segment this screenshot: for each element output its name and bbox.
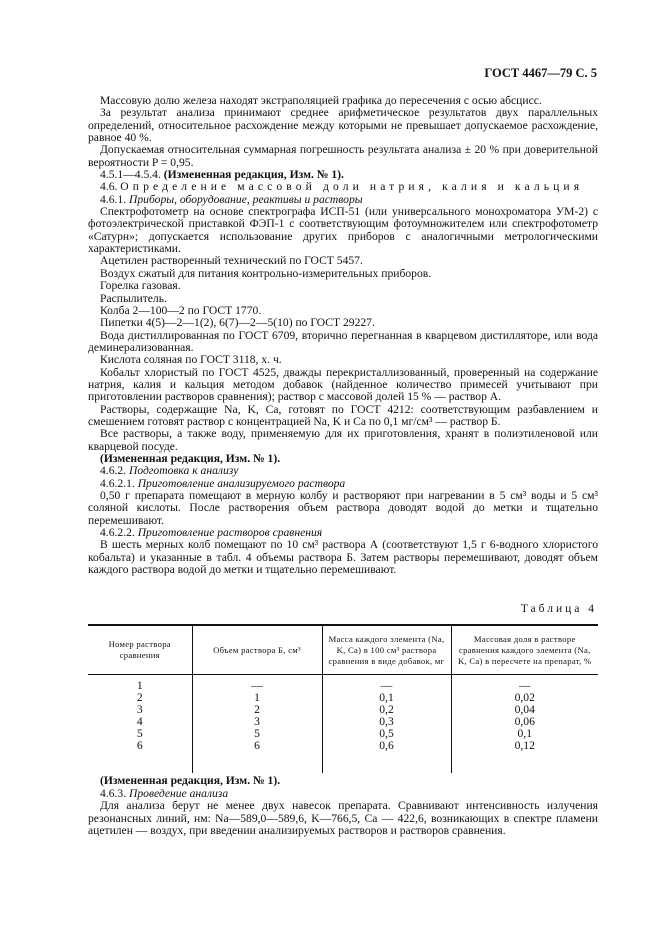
clause-number: 4.6.3. xyxy=(100,786,127,800)
paragraph: Все растворы, а также воду, применяемую для их приготовления, хранят в полиэтиленовой или кварцевой посуде. xyxy=(88,427,598,453)
table-cell: 2 xyxy=(192,704,322,716)
table-cell: 4 xyxy=(136,715,143,729)
table-cell: — xyxy=(451,675,598,693)
clause-number: 4.5.1—4.5.4. xyxy=(100,168,161,182)
subsection-title: Приготовление анализируемого раствора xyxy=(137,476,346,490)
paragraph: Для анализа берут не менее двух навесок препарата. Сравнивают интенсивность излучения резонансных линий, нм: Na—589,0—589,6, K—766,5, Ca — 422,6, возникающих в спектре пламени ацетилен — воздух, при введении анализируемых растворов и растворов сравнения. xyxy=(88,799,598,838)
section-title: Определение массовой доли натрия, калия и кальция xyxy=(120,180,584,194)
amendment-note: (Измененная редакция, Изм. № 1). xyxy=(100,774,281,787)
table-cell: 0,6 xyxy=(322,740,451,752)
paragraph: Кобальт хлористый по ГОСТ 4525, дважды перекристаллизованный, проверенный на содержание натрия, калия и кальция методом добавок (найденное количество примесей учитывают при приготовлении растворов сравнения); раствор с массовой долей 15 % — раствор А. xyxy=(88,365,598,404)
table-cell: 5 xyxy=(136,727,143,741)
column-header: Масса каждого элемента (Na, K, Ca) в 100 см³ раствора сравнения в виде добавок, мг xyxy=(322,625,451,675)
subsection-title: Проведение анализа xyxy=(129,786,229,800)
paragraph: Пипетки 4(5)—2—1(2), 6(7)—2—5(10) по ГОСТ 29227. xyxy=(100,316,375,330)
table-cell: 2 xyxy=(136,691,143,705)
table-cell: 0,04 xyxy=(451,704,598,716)
table-row xyxy=(88,675,598,693)
clause-number: 4.6. xyxy=(100,180,118,194)
document-body xyxy=(88,95,598,576)
clause-number: 4.6.1. xyxy=(100,192,127,206)
subsection-title: Приборы, оборудование, реактивы и растворы xyxy=(129,192,363,206)
column-header: Объем раствора Б, см³ xyxy=(192,625,322,675)
table-cell: 0,2 xyxy=(322,704,451,716)
amendment-note: (Измененная редакция, Изм. № 1). xyxy=(100,451,281,465)
clause-number: 4.6.2.2. xyxy=(100,526,135,540)
table-cell: 1 xyxy=(192,692,322,704)
table-header-row xyxy=(88,625,598,675)
column-header: Массовая доля в растворе сравнения каждого элемента (Na, K, Ca) в пересчете на препарат, % xyxy=(451,625,598,675)
paragraph: Растворы, содержащие Na, K, Ca, готовят по ГОСТ 4212: соответствующим разбавлением и смешением готовят раствор с концентрацией Na, K и Ca по 0,1 мг/см³ — раствор Б. xyxy=(88,402,598,428)
paragraph: Спектрофотометр на основе спектрографа ИСП-51 (или универсального монохроматора УМ-2) с фотоэлектрической приставкой ФЭП-1 с соответствующим фотоумножителем или спектрофотометр «Сатурн»; допускается использование других приборов с аналогичными метрологическими характеристиками. xyxy=(88,205,598,256)
paragraph: За результат анализа принимают среднее арифметическое результатов двух параллельных определений, относительное расхождение между которыми не превышает допускаемое расхождение, равное 40 %. xyxy=(88,106,598,145)
table-cell: 0,3 xyxy=(322,716,451,728)
clause-number: 4.6.2. xyxy=(100,464,127,478)
paragraph: Вода дистиллированная по ГОСТ 6709, вторично перегнанная в кварцевом дистилляторе, или вода деминерализованная. xyxy=(88,328,598,354)
subsection-title: Подготовка к анализу xyxy=(129,464,239,478)
table-cell: — xyxy=(322,675,451,693)
table-cell: 3 xyxy=(136,703,143,717)
amendment-note: (Измененная редакция, Изм. № 1). xyxy=(163,168,344,182)
paragraph: Воздух сжатый для питания контрольно-измерительных приборов. xyxy=(100,266,432,280)
table-cell xyxy=(451,753,598,773)
table-cell: 5 xyxy=(192,728,322,740)
paragraph: Распылитель. xyxy=(100,291,167,305)
table-cell: 0,5 xyxy=(322,728,451,740)
table-cell: — xyxy=(192,675,322,693)
table-cell: 0,02 xyxy=(451,692,598,704)
paragraph: 0,50 г препарата помещают в мерную колбу и растворяют при нагревании в 5 см³ воды и 5 см³ соляной кислоты. После растворения объем раствора доводят водой до метки и тщательно перемешивают. xyxy=(88,489,598,527)
table-cell: 0,1 xyxy=(451,728,598,740)
clause-number: 4.6.2.1. xyxy=(100,476,135,490)
table-caption: Таблица 4 xyxy=(520,603,597,615)
paragraph: Массовую долю железа находят экстраполяцией графика до пересечения с осью абсцисс. xyxy=(100,94,542,107)
table-cell xyxy=(88,753,192,773)
table-cell: 0,1 xyxy=(322,692,451,704)
table-row xyxy=(88,740,598,752)
page-header: ГОСТ 4467—79 С. 5 xyxy=(484,66,597,80)
table-cell: 0,06 xyxy=(451,716,598,728)
paragraph: Допускаемая относительная суммарная погрешность результата анализа ± 20 % при доверительной вероятности P = 0,95. xyxy=(88,143,598,169)
paragraph: Колба 2—100—2 по ГОСТ 1770. xyxy=(100,303,262,317)
paragraph: Ацетилен растворенный технический по ГОСТ 5457. xyxy=(100,254,363,268)
table-cell: 6 xyxy=(192,740,322,752)
table-cell: 1 xyxy=(136,679,143,692)
paragraph: Кислота соляная по ГОСТ 3118, х. ч. xyxy=(100,353,282,367)
table-cell: 0,12 xyxy=(451,740,598,752)
subsection-title: Приготовление растворов сравнения xyxy=(137,526,323,540)
paragraph: В шесть мерных колб помещают по 10 см³ раствора А (соответствуют 1,5 г 6-водного хлористого кобальта) и указанные в табл. 4 объемы раствора Б. Затем растворы перемешивают, доводят объем каждого раствора водой до метки и тщательно перемешивают. xyxy=(88,538,598,577)
column-header: Номер раствора сравнения xyxy=(88,625,192,675)
table-cell xyxy=(192,753,322,773)
table-cell: 6 xyxy=(136,739,143,753)
table-cell xyxy=(322,753,451,773)
paragraph: Горелка газовая. xyxy=(100,279,181,293)
table-4 xyxy=(88,624,598,773)
document-continuation xyxy=(88,775,598,838)
table-spacer-row xyxy=(88,753,598,773)
table-cell: 3 xyxy=(192,716,322,728)
